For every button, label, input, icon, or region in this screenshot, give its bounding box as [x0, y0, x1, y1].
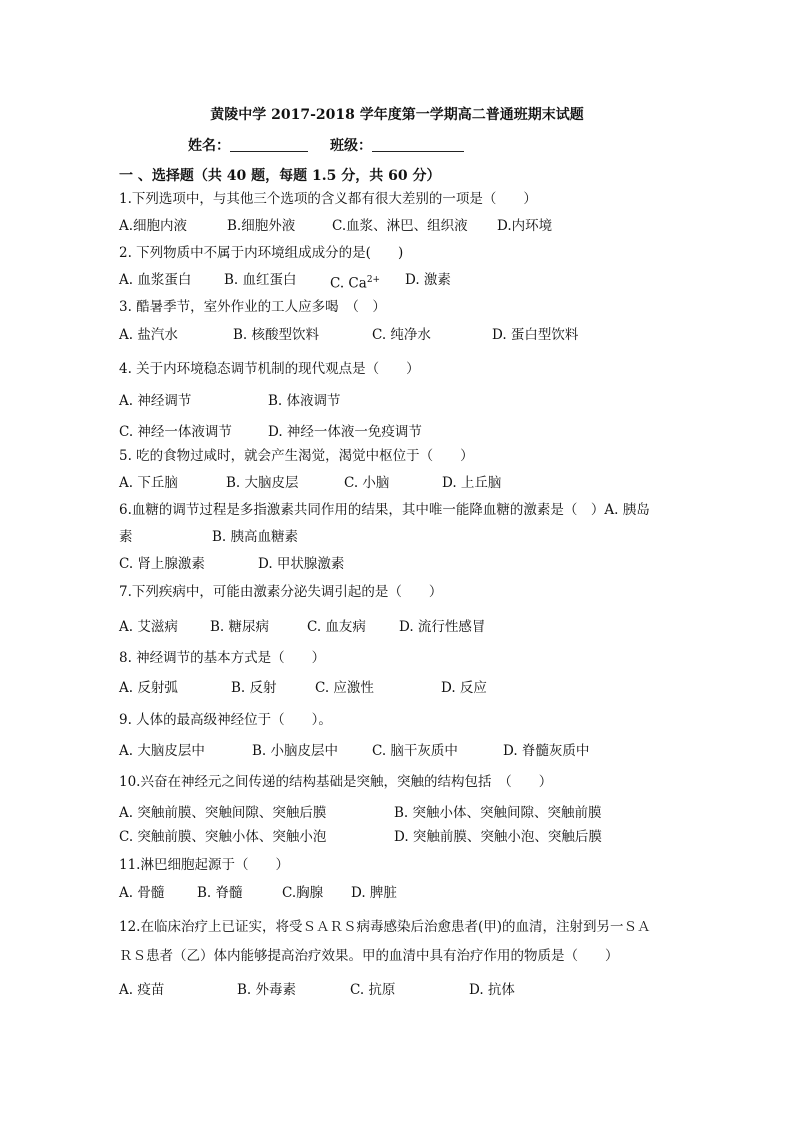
q1-stem: 1.下列选项中，与其他三个选项的含义都有很大差别的一项是（ ） — [119, 191, 537, 207]
q6-stem-continued: 素 — [119, 529, 133, 545]
q7-option-c: C. 血友病 — [307, 619, 366, 635]
q8-option-a: A. 反射弧 — [119, 680, 178, 696]
exam-title: 黄陵中学 2017-2018 学年度第一学期高二普通班期末试题 — [210, 107, 584, 123]
q1-option-d: D.内环境 — [497, 218, 553, 234]
q4-option-b: B. 体液调节 — [268, 393, 341, 409]
q5-option-c: C. 小脑 — [344, 475, 390, 491]
q6-option-d: D. 甲状腺激素 — [258, 556, 345, 572]
name-blank[interactable] — [230, 137, 308, 152]
q1-option-b: B.细胞外液 — [227, 218, 296, 234]
q10-option-a: A. 突触前膜、突触间隙、突触后膜 — [119, 805, 327, 821]
q6-stem: 6.血糖的调节过程是多指激素共同作用的结果，其中唯一能降血糖的激素是（ ）A. 胰岛 — [119, 502, 650, 518]
q12-option-c: C. 抗原 — [350, 982, 396, 998]
q11-option-b: B. 脊髓 — [197, 885, 243, 901]
name-label: 姓名： — [188, 138, 230, 154]
q5-option-b: B. 大脑皮层 — [226, 475, 299, 491]
q9-option-c: C. 脑干灰质中 — [372, 743, 458, 759]
q5-stem: 5. 吃的食物过咸时，就会产生渴觉，渴觉中枢位于（ ） — [119, 448, 474, 464]
student-info — [188, 135, 486, 155]
section-heading: 一 、选择题（共 40 题，每题 1.5 分，共 60 分） — [119, 168, 441, 184]
q6-option-c: C. 肾上腺激素 — [119, 556, 205, 572]
q1-option-a: A.细胞内液 — [119, 218, 188, 234]
q11-option-d: D. 脾脏 — [351, 885, 397, 901]
q5-option-d: D. 上丘脑 — [442, 475, 502, 491]
q2-option-a: A. 血浆蛋白 — [119, 272, 192, 288]
q10-option-b: B. 突触小体、突触间隙、突触前膜 — [394, 805, 602, 821]
q2-option-b: B. 血红蛋白 — [224, 272, 297, 288]
q6-option-b: B. 胰高血糖素 — [212, 529, 299, 545]
q11-option-c: C.胸腺 — [282, 885, 324, 901]
q8-option-c: C. 应激性 — [315, 680, 374, 696]
q3-stem: 3. 酷暑季节，室外作业的工人应多喝 （ ） — [119, 299, 386, 315]
q7-option-a: A. 艾滋病 — [119, 619, 178, 635]
q5-option-a: A. 下丘脑 — [119, 475, 178, 491]
q2-option-d: D. 激素 — [405, 272, 451, 288]
q7-stem: 7.下列疾病中，可能由激素分泌失调引起的是（ ） — [119, 584, 443, 600]
q10-option-c: C. 突触前膜、突触小体、突触小泡 — [119, 829, 327, 845]
q3-option-b: B. 核酸型饮料 — [233, 327, 320, 343]
q10-option-d: D. 突触前膜、突触小泡、突触后膜 — [394, 829, 602, 845]
q11-stem: 11.淋巴细胞起源于（ ） — [119, 857, 289, 873]
q12-option-d: D. 抗体 — [469, 982, 515, 998]
q2-option-c-text: C. Ca — [330, 275, 367, 292]
q12-option-a: A. 疫苗 — [119, 982, 165, 998]
q7-option-d: D. 流行性感冒 — [399, 619, 486, 635]
q4-option-d: D. 神经一体液一免疫调节 — [268, 424, 422, 440]
q4-stem: 4. 关于内环境稳态调节机制的现代观点是（ ） — [119, 361, 420, 377]
q2-option-c-charge: 2+ — [366, 275, 381, 285]
q8-option-b: B. 反射 — [231, 680, 277, 696]
q9-option-d: D. 脊髓灰质中 — [503, 743, 590, 759]
q3-option-d: D. 蛋白型饮料 — [492, 327, 579, 343]
q12-stem: 12.在临床治疗上已证实，将受ＳＡＲＳ病毒感染后治愈患者(甲)的血清，注射到另一ＳＡ — [119, 919, 651, 935]
q2-stem: 2. 下列物质中不属于内环境组成成分的是( ) — [119, 245, 404, 261]
q4-option-c: C. 神经一体液调节 — [119, 424, 232, 440]
q2-option-c — [330, 271, 380, 293]
q11-option-a: A. 骨髓 — [119, 885, 165, 901]
q8-stem: 8. 神经调节的基本方式是（ ） — [119, 650, 326, 666]
q12-option-b: B. 外毒素 — [237, 982, 297, 998]
q3-option-a: A. 盐汽水 — [119, 327, 178, 343]
q1-option-c: C.血浆、淋巴、组织液 — [332, 218, 468, 234]
q9-stem: 9. 人体的最高级神经位于（ ）。 — [119, 712, 332, 728]
q9-option-a: A. 大脑皮层中 — [119, 743, 205, 759]
q3-option-c: C. 纯净水 — [372, 327, 431, 343]
q8-option-d: D. 反应 — [441, 680, 487, 696]
q12-stem-continued: ＲＳ患者（乙）体内能够提高治疗效果。甲的血清中具有治疗作用的物质是（ ） — [119, 948, 619, 964]
class-blank[interactable] — [372, 137, 464, 152]
q10-stem: 10.兴奋在神经元之间传递的结构基础是突触，突触的结构包括 （ ） — [119, 774, 553, 790]
q9-option-b: B. 小脑皮层中 — [252, 743, 339, 759]
class-label: 班级： — [330, 138, 372, 154]
q4-option-a: A. 神经调节 — [119, 393, 192, 409]
q7-option-b: B. 糖尿病 — [210, 619, 270, 635]
